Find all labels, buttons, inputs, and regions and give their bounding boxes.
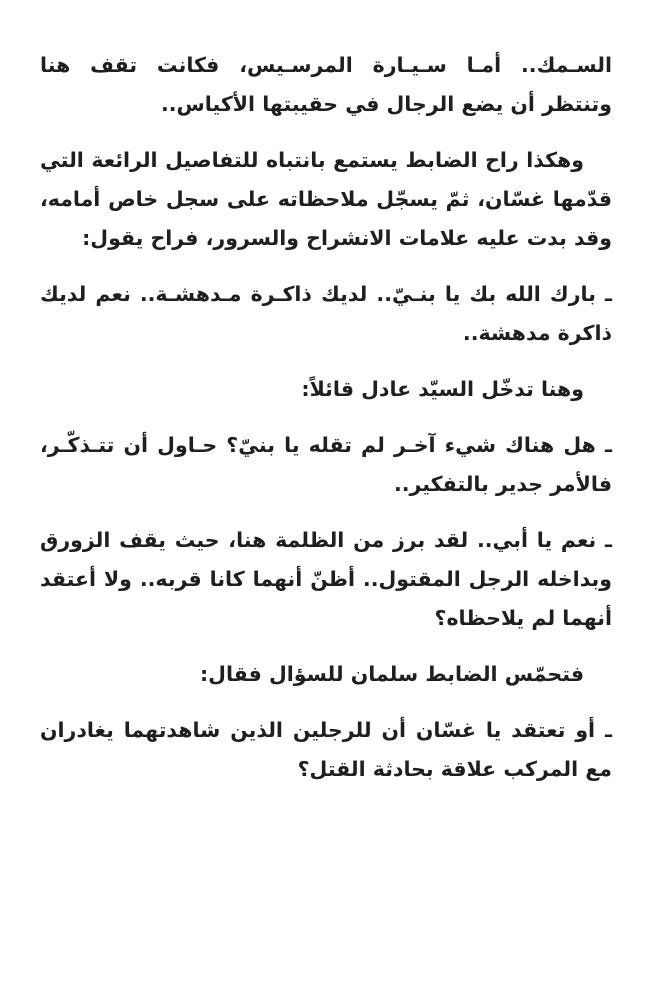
paragraph-5: ـ هل هناك شيء آخـر لم تقله يا بنيّ؟ حـاول أن تتـذكّـر، فالأمر جدير بالتفكير.. bbox=[40, 433, 612, 496]
paragraph-3: ـ بارك الله بك يا بنـيّ.. لديك ذاكـرة مـدهشـة.. نعم لديك ذاكرة مدهشة.. bbox=[40, 282, 612, 345]
paragraph-8: ـ أو تعتقد يا غسّان أن للرجلين الذين شاهدتهما يغادران مع المركب علاقة بحادثة القتل؟ bbox=[40, 718, 612, 781]
paragraph-4: وهنا تدخّل السيّد عادل قائلاً: bbox=[301, 377, 584, 401]
paragraph-7: فتحمّس الضابط سلمان للسؤال فقال: bbox=[199, 662, 584, 686]
document-page bbox=[40, 46, 612, 806]
paragraph-6: ـ نعم يا أبي.. لقد برز من الظلمة هنا، حيث يقف الزورق وبداخله الرجل المقتول.. أظنّ أنهما كانا قربه.. ولا أعتقد أنهما لم يلاحظاه؟ bbox=[40, 528, 612, 630]
paragraph-1: السـمك.. أمـا سـيـارة المرسـيس، فكانت تقف هنا وتنتظر أن يضع الرجال في حقيبتها الأكياس.. bbox=[40, 53, 612, 116]
paragraph-2: وهكذا راح الضابط يستمع بانتباه للتفاصيل الرائعة التي قدّمها غسّان، ثمّ يسجّل ملاحظاته على سجل خاص أمامه، وقد بدت عليه علامات الانشراح والسرور، فراح يقول: bbox=[40, 148, 612, 250]
